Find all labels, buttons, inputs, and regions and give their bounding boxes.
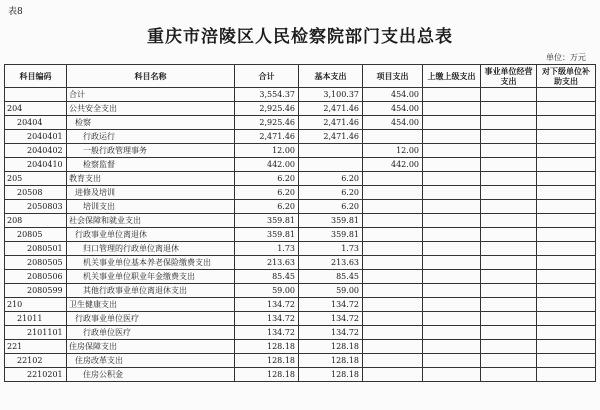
code-cell: 2080505 <box>5 256 67 270</box>
name-cell: 合计 <box>67 88 235 102</box>
project-cell <box>363 354 423 368</box>
upper-cell <box>423 172 481 186</box>
subsidy-cell <box>537 284 596 298</box>
basic-cell: 134.72 <box>299 312 363 326</box>
subsidy-cell <box>537 256 596 270</box>
name-cell: 归口管理的行政单位离退休 <box>67 242 235 256</box>
subsidy-cell <box>537 270 596 284</box>
name-cell: 行政事业单位离退休 <box>67 228 235 242</box>
business-cell <box>481 214 537 228</box>
code-cell: 22102 <box>5 354 67 368</box>
code-cell: 21011 <box>5 312 67 326</box>
basic-cell: 128.18 <box>299 340 363 354</box>
col-header-total: 合计 <box>235 65 299 88</box>
project-cell: 454.00 <box>363 88 423 102</box>
name-cell: 教育支出 <box>67 172 235 186</box>
col-header-subsidy: 对下级单位补助支出 <box>537 65 596 88</box>
header-row <box>5 65 596 88</box>
project-cell <box>363 172 423 186</box>
subsidy-cell <box>537 242 596 256</box>
name-cell: 机关事业单位基本养老保险缴费支出 <box>67 256 235 270</box>
table-tag: 表8 <box>8 7 23 17</box>
subsidy-cell <box>537 312 596 326</box>
business-cell <box>481 200 537 214</box>
name-cell: 住房公积金 <box>67 368 235 382</box>
code-cell: 20508 <box>5 186 67 200</box>
upper-cell <box>423 326 481 340</box>
table-row <box>5 130 596 144</box>
table-row <box>5 158 596 172</box>
basic-cell: 6.20 <box>299 200 363 214</box>
table-row <box>5 270 596 284</box>
project-cell: 454.00 <box>363 116 423 130</box>
upper-cell <box>423 368 481 382</box>
total-cell: 442.00 <box>235 158 299 172</box>
upper-cell <box>423 130 481 144</box>
upper-cell <box>423 102 481 116</box>
total-cell: 6.20 <box>235 200 299 214</box>
table-row <box>5 354 596 368</box>
name-cell: 社会保障和就业支出 <box>67 214 235 228</box>
upper-cell <box>423 298 481 312</box>
basic-cell: 6.20 <box>299 172 363 186</box>
code-cell: 2040410 <box>5 158 67 172</box>
business-cell <box>481 144 537 158</box>
col-header-code: 科目编码 <box>5 65 67 88</box>
total-cell: 134.72 <box>235 298 299 312</box>
name-cell: 住房改革支出 <box>67 354 235 368</box>
name-cell: 行政事业单位医疗 <box>67 312 235 326</box>
project-cell <box>363 214 423 228</box>
upper-cell <box>423 270 481 284</box>
basic-cell <box>299 158 363 172</box>
upper-cell <box>423 186 481 200</box>
name-cell: 检察监督 <box>67 158 235 172</box>
upper-cell <box>423 144 481 158</box>
table-row <box>5 312 596 326</box>
business-cell <box>481 354 537 368</box>
business-cell <box>481 340 537 354</box>
project-cell: 442.00 <box>363 158 423 172</box>
total-cell: 85.45 <box>235 270 299 284</box>
basic-cell: 3,100.37 <box>299 88 363 102</box>
project-cell <box>363 298 423 312</box>
project-cell <box>363 368 423 382</box>
total-cell: 134.72 <box>235 326 299 340</box>
table-row <box>5 228 596 242</box>
basic-cell: 2,471.46 <box>299 102 363 116</box>
code-cell: 221 <box>5 340 67 354</box>
project-cell <box>363 256 423 270</box>
project-cell <box>363 312 423 326</box>
business-cell <box>481 284 537 298</box>
upper-cell <box>423 340 481 354</box>
total-cell: 213.63 <box>235 256 299 270</box>
upper-cell <box>423 312 481 326</box>
total-cell: 6.20 <box>235 172 299 186</box>
name-cell: 住房保障支出 <box>67 340 235 354</box>
subsidy-cell <box>537 326 596 340</box>
subsidy-cell <box>537 200 596 214</box>
code-cell: 2040402 <box>5 144 67 158</box>
name-cell: 公共安全支出 <box>67 102 235 116</box>
basic-cell: 359.81 <box>299 228 363 242</box>
subsidy-cell <box>537 368 596 382</box>
subsidy-cell <box>537 88 596 102</box>
business-cell <box>481 298 537 312</box>
subsidy-cell <box>537 116 596 130</box>
upper-cell <box>423 116 481 130</box>
table-row <box>5 144 596 158</box>
table-row <box>5 214 596 228</box>
project-cell <box>363 186 423 200</box>
code-cell: 208 <box>5 214 67 228</box>
subsidy-cell <box>537 158 596 172</box>
upper-cell <box>423 256 481 270</box>
basic-cell: 128.18 <box>299 368 363 382</box>
project-cell: 454.00 <box>363 102 423 116</box>
total-cell: 128.18 <box>235 340 299 354</box>
basic-cell: 134.72 <box>299 298 363 312</box>
col-header-business: 事业单位经营支出 <box>481 65 537 88</box>
col-header-upper: 上缴上级支出 <box>423 65 481 88</box>
business-cell <box>481 158 537 172</box>
table-row <box>5 340 596 354</box>
code-cell: 204 <box>5 102 67 116</box>
table-row <box>5 368 596 382</box>
page-title: 重庆市涪陵区人民检察院部门支出总表 <box>147 27 453 47</box>
name-cell: 机关事业单位职业年金缴费支出 <box>67 270 235 284</box>
business-cell <box>481 270 537 284</box>
basic-cell: 1.73 <box>299 242 363 256</box>
total-cell: 1.73 <box>235 242 299 256</box>
basic-cell: 85.45 <box>299 270 363 284</box>
name-cell: 一般行政管理事务 <box>67 144 235 158</box>
name-cell: 进修及培训 <box>67 186 235 200</box>
upper-cell <box>423 200 481 214</box>
code-cell: 2040401 <box>5 130 67 144</box>
basic-cell: 2,471.46 <box>299 130 363 144</box>
unit-label: 单位：万元 <box>546 53 586 62</box>
subsidy-cell <box>537 186 596 200</box>
project-cell <box>363 228 423 242</box>
project-cell <box>363 284 423 298</box>
col-header-project: 项目支出 <box>363 65 423 88</box>
upper-cell <box>423 158 481 172</box>
project-cell <box>363 242 423 256</box>
table-row <box>5 88 596 102</box>
upper-cell <box>423 284 481 298</box>
subsidy-cell <box>537 172 596 186</box>
basic-cell: 2,471.46 <box>299 116 363 130</box>
business-cell <box>481 116 537 130</box>
code-cell: 2101101 <box>5 326 67 340</box>
total-cell: 359.81 <box>235 228 299 242</box>
total-cell: 6.20 <box>235 186 299 200</box>
name-cell: 行政单位医疗 <box>67 326 235 340</box>
subsidy-cell <box>537 130 596 144</box>
table-row <box>5 326 596 340</box>
table-row <box>5 186 596 200</box>
code-cell <box>5 88 67 102</box>
name-cell: 检察 <box>67 116 235 130</box>
code-cell: 210 <box>5 298 67 312</box>
code-cell: 2080506 <box>5 270 67 284</box>
business-cell <box>481 312 537 326</box>
business-cell <box>481 228 537 242</box>
table-row <box>5 298 596 312</box>
total-cell: 12.00 <box>235 144 299 158</box>
table-row <box>5 102 596 116</box>
subsidy-cell <box>537 298 596 312</box>
table-row <box>5 284 596 298</box>
subsidy-cell <box>537 214 596 228</box>
basic-cell: 213.63 <box>299 256 363 270</box>
basic-cell <box>299 144 363 158</box>
code-cell: 2210201 <box>5 368 67 382</box>
total-cell: 2,925.46 <box>235 116 299 130</box>
business-cell <box>481 88 537 102</box>
upper-cell <box>423 214 481 228</box>
project-cell <box>363 326 423 340</box>
basic-cell: 128.18 <box>299 354 363 368</box>
name-cell: 卫生健康支出 <box>67 298 235 312</box>
project-cell <box>363 200 423 214</box>
project-cell <box>363 340 423 354</box>
code-cell: 20404 <box>5 116 67 130</box>
project-cell: 12.00 <box>363 144 423 158</box>
business-cell <box>481 368 537 382</box>
code-cell: 205 <box>5 172 67 186</box>
total-cell: 134.72 <box>235 312 299 326</box>
business-cell <box>481 102 537 116</box>
total-cell: 59.00 <box>235 284 299 298</box>
subsidy-cell <box>537 228 596 242</box>
business-cell <box>481 130 537 144</box>
upper-cell <box>423 242 481 256</box>
subsidy-cell <box>537 340 596 354</box>
total-cell: 2,471.46 <box>235 130 299 144</box>
basic-cell: 359.81 <box>299 214 363 228</box>
subsidy-cell <box>537 144 596 158</box>
project-cell <box>363 130 423 144</box>
name-cell: 行政运行 <box>67 130 235 144</box>
col-header-basic: 基本支出 <box>299 65 363 88</box>
name-cell: 培训支出 <box>67 200 235 214</box>
code-cell: 20805 <box>5 228 67 242</box>
code-cell: 2080599 <box>5 284 67 298</box>
table-row <box>5 242 596 256</box>
table-row <box>5 116 596 130</box>
total-cell: 128.18 <box>235 368 299 382</box>
subsidy-cell <box>537 102 596 116</box>
table-row <box>5 200 596 214</box>
table-row <box>5 172 596 186</box>
upper-cell <box>423 88 481 102</box>
business-cell <box>481 326 537 340</box>
project-cell <box>363 270 423 284</box>
total-cell: 128.18 <box>235 354 299 368</box>
total-cell: 359.81 <box>235 214 299 228</box>
upper-cell <box>423 228 481 242</box>
name-cell: 其他行政事业单位离退休支出 <box>67 284 235 298</box>
business-cell <box>481 256 537 270</box>
expenditure-table <box>4 64 596 382</box>
basic-cell: 134.72 <box>299 326 363 340</box>
business-cell <box>481 172 537 186</box>
col-header-name: 科目名称 <box>67 65 235 88</box>
total-cell: 2,925.46 <box>235 102 299 116</box>
basic-cell: 6.20 <box>299 186 363 200</box>
total-cell: 3,554.37 <box>235 88 299 102</box>
code-cell: 2080501 <box>5 242 67 256</box>
subsidy-cell <box>537 354 596 368</box>
upper-cell <box>423 354 481 368</box>
code-cell: 2050803 <box>5 200 67 214</box>
table-row <box>5 256 596 270</box>
business-cell <box>481 186 537 200</box>
business-cell <box>481 242 537 256</box>
basic-cell: 59.00 <box>299 284 363 298</box>
